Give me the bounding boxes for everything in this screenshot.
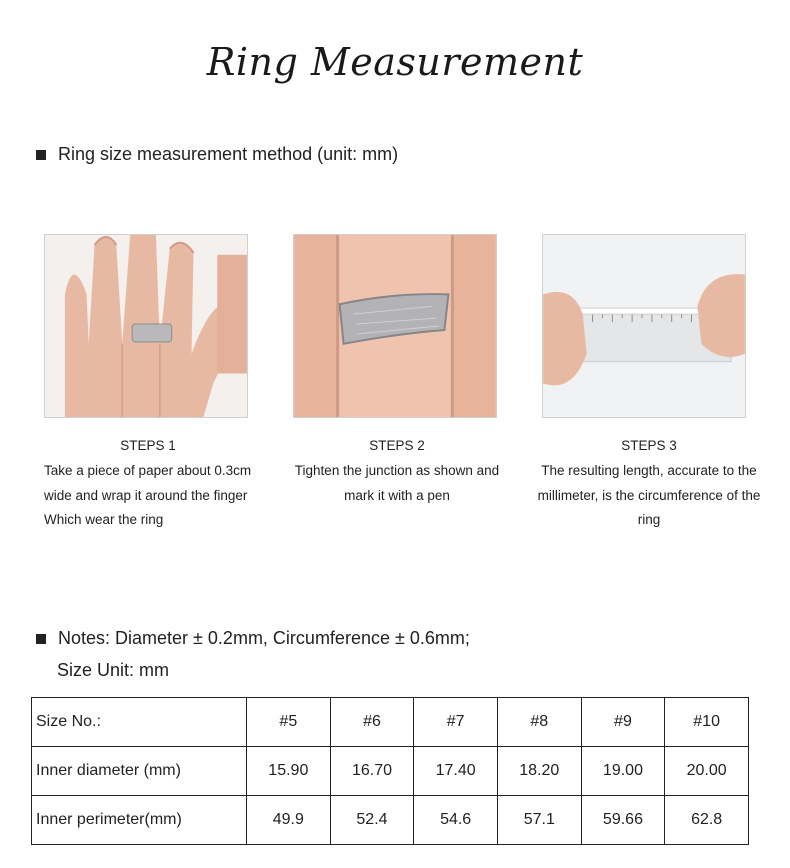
page-title: Ring Measurement xyxy=(206,40,584,84)
step2-text: Tighten the junction as shown and mark it with a pen xyxy=(294,463,500,503)
table-row-label: Size No.: xyxy=(32,698,247,747)
bullet-square-icon xyxy=(36,634,46,644)
table-cell: 16.70 xyxy=(330,747,414,796)
step1 xyxy=(44,438,274,533)
table-cell: 52.4 xyxy=(330,796,414,845)
table-cell: 49.9 xyxy=(247,796,331,845)
notes-line1: Notes: Diameter ± 0.2mm, Circumference ± 0.6mm; xyxy=(58,628,470,648)
step2-photo xyxy=(293,234,497,418)
table-row-label: Inner diameter (mm) xyxy=(32,747,247,796)
step3-photo xyxy=(542,234,746,418)
step1-photo xyxy=(44,234,248,418)
table-cell: 19.00 xyxy=(581,747,665,796)
table-cell: 20.00 xyxy=(665,747,749,796)
table-cell: 54.6 xyxy=(414,796,498,845)
notes-line2: Size Unit: mm xyxy=(57,660,170,680)
table-cell: #7 xyxy=(414,698,498,747)
table-cell: #10 xyxy=(665,698,749,747)
table-cell: 15.90 xyxy=(247,747,331,796)
table-row xyxy=(32,698,749,747)
bullet-square-icon xyxy=(36,150,46,160)
method-heading-text: Ring size measurement method (unit: mm) xyxy=(58,144,399,164)
step3-title: STEPS 3 xyxy=(621,438,677,453)
table-cell: #6 xyxy=(330,698,414,747)
step2-title: STEPS 2 xyxy=(369,438,425,453)
step3 xyxy=(534,438,764,533)
table-row xyxy=(32,747,749,796)
table-cell: 62.8 xyxy=(665,796,749,845)
step3-text: The resulting length, accurate to the millimeter, is the circumference of the ring xyxy=(537,463,761,527)
table-cell: 57.1 xyxy=(497,796,581,845)
table-cell: #8 xyxy=(497,698,581,747)
size-table xyxy=(31,697,749,845)
table-cell: 17.40 xyxy=(414,747,498,796)
step1-text: Take a piece of paper about 0.3cm wide and wrap it around the finger Which wear the ring xyxy=(44,463,252,527)
step2 xyxy=(282,438,512,508)
notes-heading xyxy=(36,628,470,649)
method-heading xyxy=(36,144,398,165)
table-cell: #9 xyxy=(581,698,665,747)
ring-closeup-illustration xyxy=(294,235,496,417)
hand-with-ring-illustration xyxy=(45,235,247,417)
table-cell: 18.20 xyxy=(497,747,581,796)
step1-title: STEPS 1 xyxy=(120,438,176,453)
table-cell: 59.66 xyxy=(581,796,665,845)
table-cell: #5 xyxy=(247,698,331,747)
table-row-label: Inner perimeter(mm) xyxy=(32,796,247,845)
ruler-measurement-illustration xyxy=(543,235,745,417)
table-row xyxy=(32,796,749,845)
